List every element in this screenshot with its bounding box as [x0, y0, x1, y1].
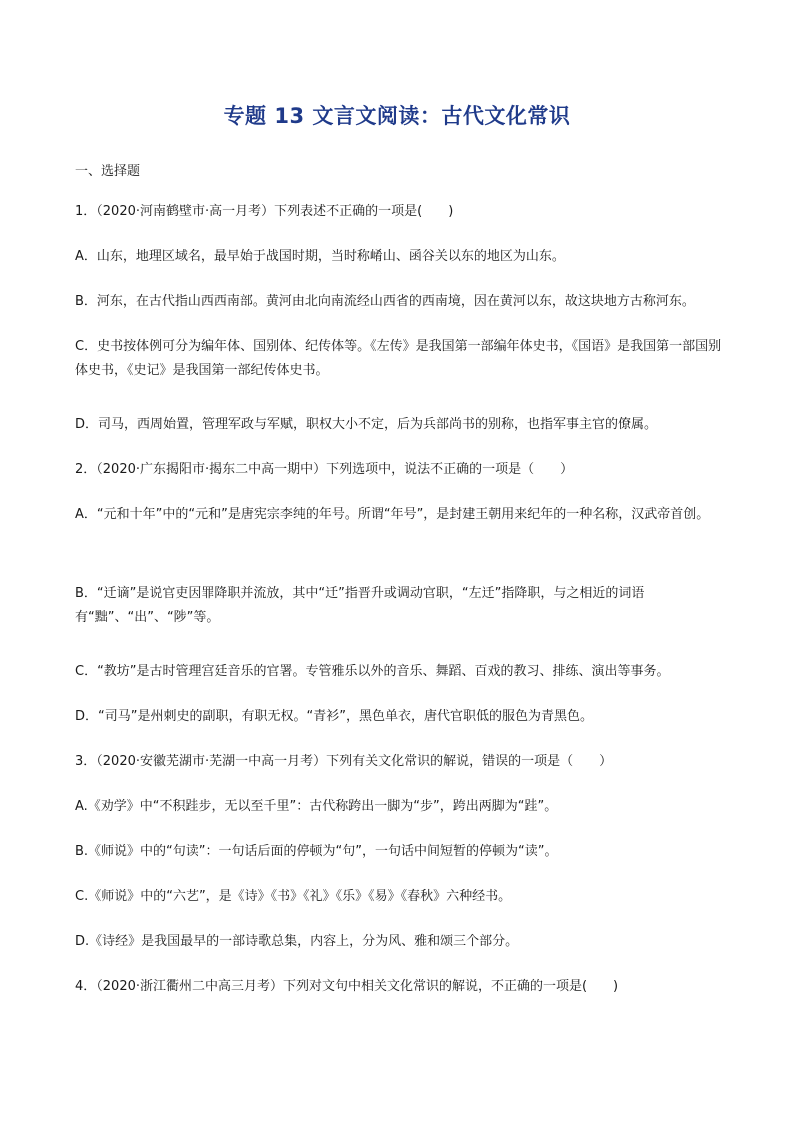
question-option: D．司马，西周始置，管理军政与军赋，职权大小不定，后为兵部尚书的别称，也指军事主官的僚属。	[75, 417, 658, 432]
question-stem: 1．（2020·河南鹤壁市·高一月考）下列表述不正确的一项是( )	[75, 204, 454, 219]
page-title: 专题 13 文言文阅读：古代文化常识	[223, 104, 571, 128]
question-option: D．“司马”是州刺史的副职，有职无权。“青衫”，黑色单衣，唐代官职低的服色为青黑色。	[75, 709, 593, 724]
section-heading: 一、选择题	[75, 164, 141, 179]
question-option: D.《诗经》是我国最早的一部诗歌总集，内容上，分为风、雅和颂三个部分。	[75, 934, 519, 949]
question-option: B．河东，在古代指山西西南部。黄河由北向南流经山西省的西南境，因在黄河以东，故这块地方古称河东。	[75, 294, 695, 309]
question-option: C.《师说》中的“六艺”，是《诗》《书》《礼》《乐》《易》《春秋》六种经书。	[75, 889, 512, 904]
question-option: A．山东，地理区域名，最早始于战国时期，当时称崤山、函谷关以东的地区为山东。	[75, 249, 565, 264]
question-option: C．“教坊”是古时管理宫廷音乐的官署。专管雅乐以外的音乐、舞蹈、百戏的教习、排练、演出等事务。	[75, 664, 670, 679]
question-option: B.《师说》中的“句读”：一句话后面的停顿为“句”，一句话中间短暂的停顿为“读”。	[75, 844, 558, 859]
question-stem: 2．（2020·广东揭阳市·揭东二中高一期中）下列选项中，说法不正确的一项是（ ）	[75, 462, 574, 477]
question-stem: 3．（2020·安徽芜湖市·芜湖一中高一月考）下列有关文化常识的解说，错误的一项是（ ）	[75, 754, 613, 769]
question-option: A．“元和十年”中的“元和”是唐宪宗李纯的年号。所谓“年号”，是封建王朝用来纪年的一种名称，汉武帝首创。	[75, 507, 710, 522]
question-option: A.《劝学》中“不积跬步，无以至千里”：古代称跨出一脚为“步”，跨出两脚为“跬”。	[75, 799, 558, 814]
question-option: C．史书按体例可分为编年体、国别体、纪传体等。《左传》是我国第一部编年体史书，《国语》是我国第一部国别体史书，《史记》是我国第一部纪传体史书。	[75, 339, 722, 378]
question-option: B．“迁谪”是说官吏因罪降职并流放，其中“迁”指晋升或调动官职，“左迁”指降职，与之相近的词语有“黜”、“出”、“陟”等。	[75, 586, 645, 625]
question-stem: 4．（2020·浙江衢州二中高三月考）下列对文句中相关文化常识的解说，不正确的一项是( )	[75, 979, 619, 994]
